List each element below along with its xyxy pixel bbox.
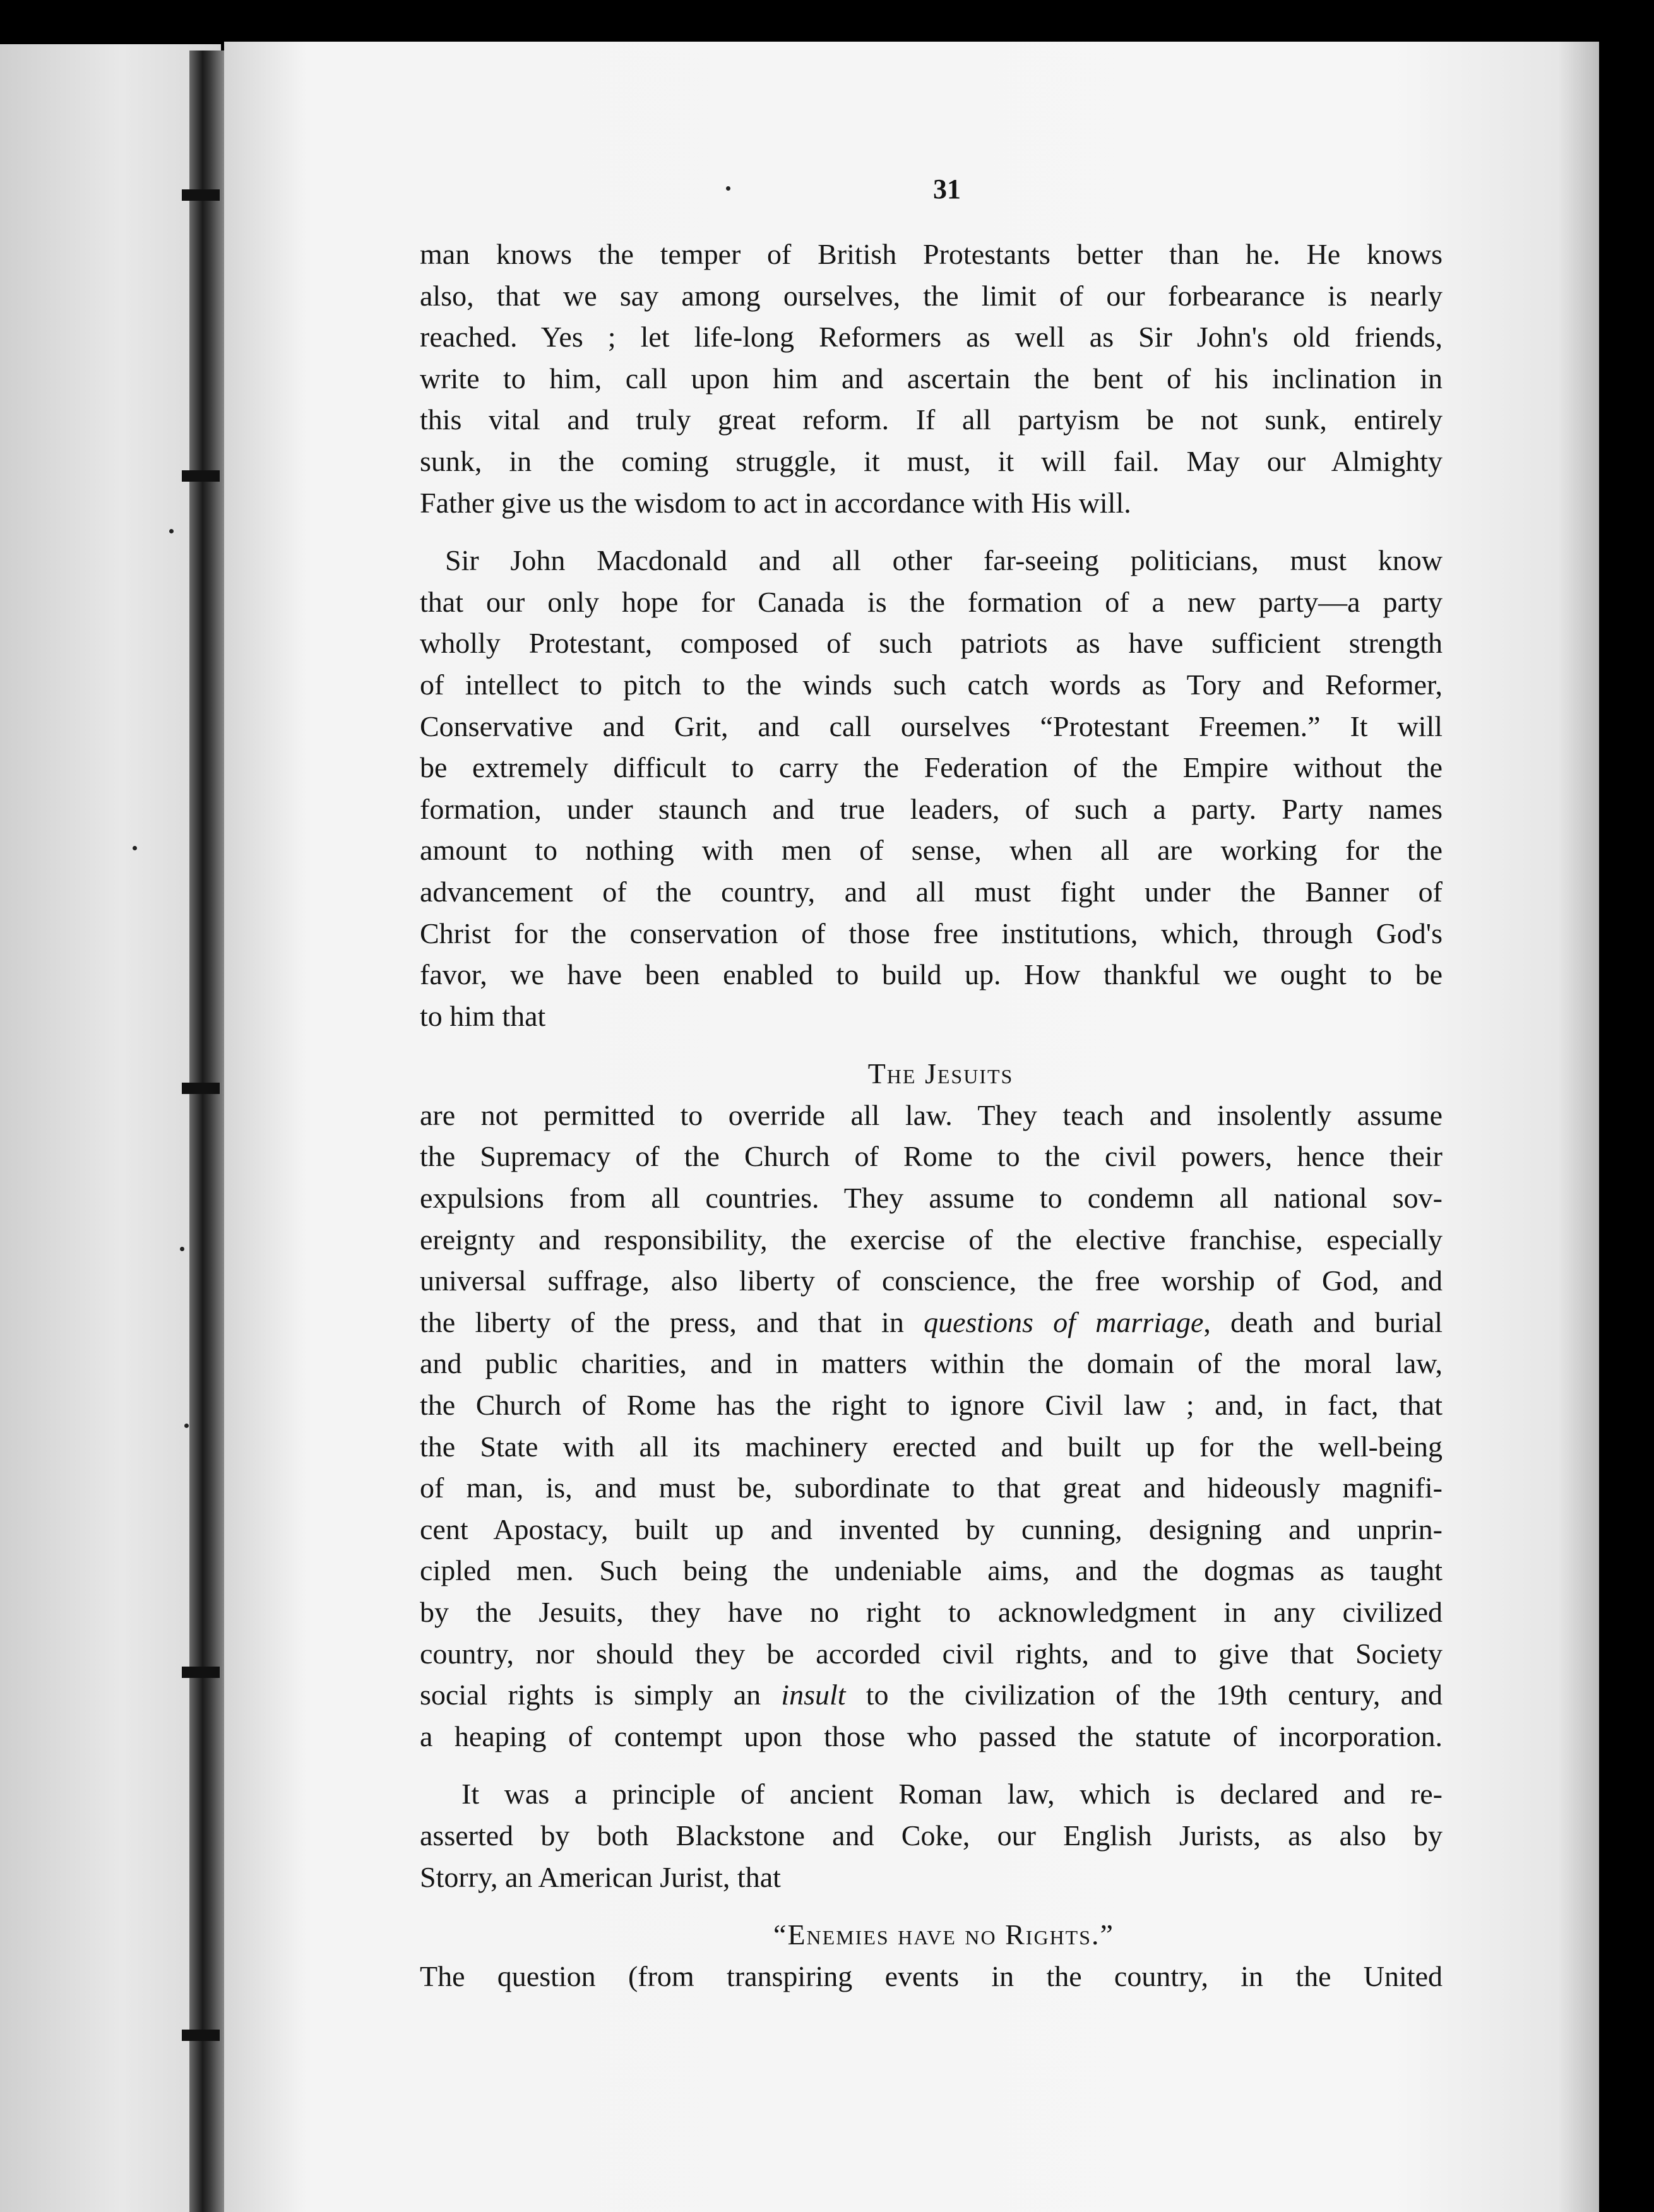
text-line: It was a principle of ancient Roman law, which is declared and re- — [461, 1778, 1443, 1811]
paragraph-3 — [420, 1095, 1443, 1757]
text-line: sunk, in the coming struggle, it must, it will fail. May our Almighty — [420, 444, 1443, 477]
paragraph-5 — [420, 1956, 1443, 1997]
text-line: ereignty and responsibility, the exercise of the elective franchise, especially — [420, 1223, 1443, 1256]
text-segment: the liberty of the press, and that in — [420, 1305, 924, 1338]
text-line: be extremely difficult to carry the Federation of the Empire without the — [420, 751, 1443, 784]
page-text — [420, 170, 1443, 1997]
text-line: expulsions from all countries. They assume to condemn all national sov- — [420, 1182, 1443, 1215]
text-line: the Church of Rome has the right to ignore Civil law ; and, in fact, that — [420, 1389, 1443, 1422]
text-segment: social rights is simply an — [420, 1679, 782, 1711]
binding-stitch — [182, 1083, 220, 1094]
scan-speck — [180, 1247, 184, 1251]
text-line: to him that — [420, 999, 546, 1032]
text-line: man knows the temper of British Protestants better than he. He knows — [420, 238, 1443, 270]
binding-stitch — [182, 1667, 220, 1678]
text-line: Conservative and Grit, and call ourselves “Protestant Freemen.” It will — [420, 710, 1443, 742]
text-line: Sir John Macdonald and all other far-seeing politicians, must know — [445, 544, 1443, 577]
text-line: The question (from transpiring events in the country, in the United — [420, 1959, 1443, 1992]
text-segment: to the civilization of the 19th century, and — [845, 1679, 1443, 1711]
text-line: Father give us the wisdom to act in accordance with His will. — [420, 486, 1131, 519]
text-line: cent Apostacy, built up and invented by cunning, designing and unprin- — [420, 1513, 1443, 1545]
page-number: 31 — [933, 174, 961, 205]
text-line: reached. Yes ; let life-long Reformers as well as Sir John's old friends, — [420, 321, 1443, 354]
text-line: cipled men. Such being the undeniable aims, and the dogmas as taught — [420, 1554, 1443, 1587]
text-line: amount to nothing with men of sense, when all are working for the — [420, 834, 1443, 867]
text-line: a heaping of contempt upon those who passed the statute of incorporation. — [420, 1720, 1443, 1752]
text-line: Storry, an American Jurist, that — [420, 1860, 781, 1893]
text-segment: , death and burial — [1203, 1305, 1443, 1338]
text-line: country, nor should they be accorded civil rights, and to give that Society — [420, 1637, 1443, 1670]
italic-word: insult — [781, 1679, 846, 1711]
section-heading-enemies: “Enemies have no Rights.” — [773, 1918, 1114, 1951]
italic-phrase: questions of marriage — [924, 1305, 1204, 1338]
text-line — [420, 1674, 1443, 1716]
text-line: of intellect to pitch to the winds such catch words as Tory and Reformer, — [420, 668, 1443, 701]
text-line: also, that we say among ourselves, the limit of our forbearance is nearly — [420, 279, 1443, 312]
text-line: asserted by both Blackstone and Coke, our English Jurists, as also by — [420, 1819, 1443, 1852]
section-heading-jesuits: The Jesuits — [867, 1057, 1014, 1090]
scan-speck — [169, 529, 174, 533]
paragraph-2 — [420, 540, 1443, 1037]
scan-speck — [133, 846, 137, 850]
text-line: write to him, call upon him and ascertain the bent of his inclination in — [420, 362, 1443, 395]
text-line: that our only hope for Canada is the formation of a new party—a party — [420, 585, 1443, 618]
text-line: by the Jesuits, they have no right to acknowledgment in any civilized — [420, 1596, 1443, 1628]
text-line: universal suffrage, also liberty of conscience, the free worship of God, and — [420, 1264, 1443, 1297]
text-line: of man, is, and must be, subordinate to that great and hideously magnifi- — [420, 1472, 1443, 1504]
text-line: favor, we have been enabled to build up. How thankful we ought to be — [420, 958, 1443, 991]
text-line: the State with all its machinery erected and built up for the well-being — [420, 1430, 1443, 1463]
scan-speck — [184, 1424, 189, 1428]
text-line: wholly Protestant, composed of such patriots as have sufficient strength — [420, 627, 1443, 660]
text-line: are not permitted to override all law. They teach and insolently assume — [420, 1098, 1443, 1131]
binding-stitch — [182, 470, 220, 482]
paragraph-1 — [420, 234, 1443, 523]
text-line: advancement of the country, and all must fight under the Banner of — [420, 875, 1443, 908]
text-line: this vital and truly great reform. If all partyism be not sunk, entirely — [420, 403, 1443, 436]
binding-stitch — [182, 189, 220, 201]
binding-stitch — [182, 2030, 220, 2041]
book-binding — [189, 51, 227, 2212]
facing-page-edge — [0, 44, 221, 2212]
text-line: formation, under staunch and true leaders, of such a party. Party names — [420, 792, 1443, 825]
text-line — [420, 1302, 1443, 1343]
text-line: Christ for the conservation of those free institutions, which, through God's — [420, 917, 1443, 949]
paragraph-4 — [420, 1773, 1443, 1898]
text-line: the Supremacy of the Church of Rome to the civil powers, hence their — [420, 1140, 1443, 1173]
text-line: and public charities, and in matters within the domain of the moral law, — [420, 1347, 1443, 1380]
